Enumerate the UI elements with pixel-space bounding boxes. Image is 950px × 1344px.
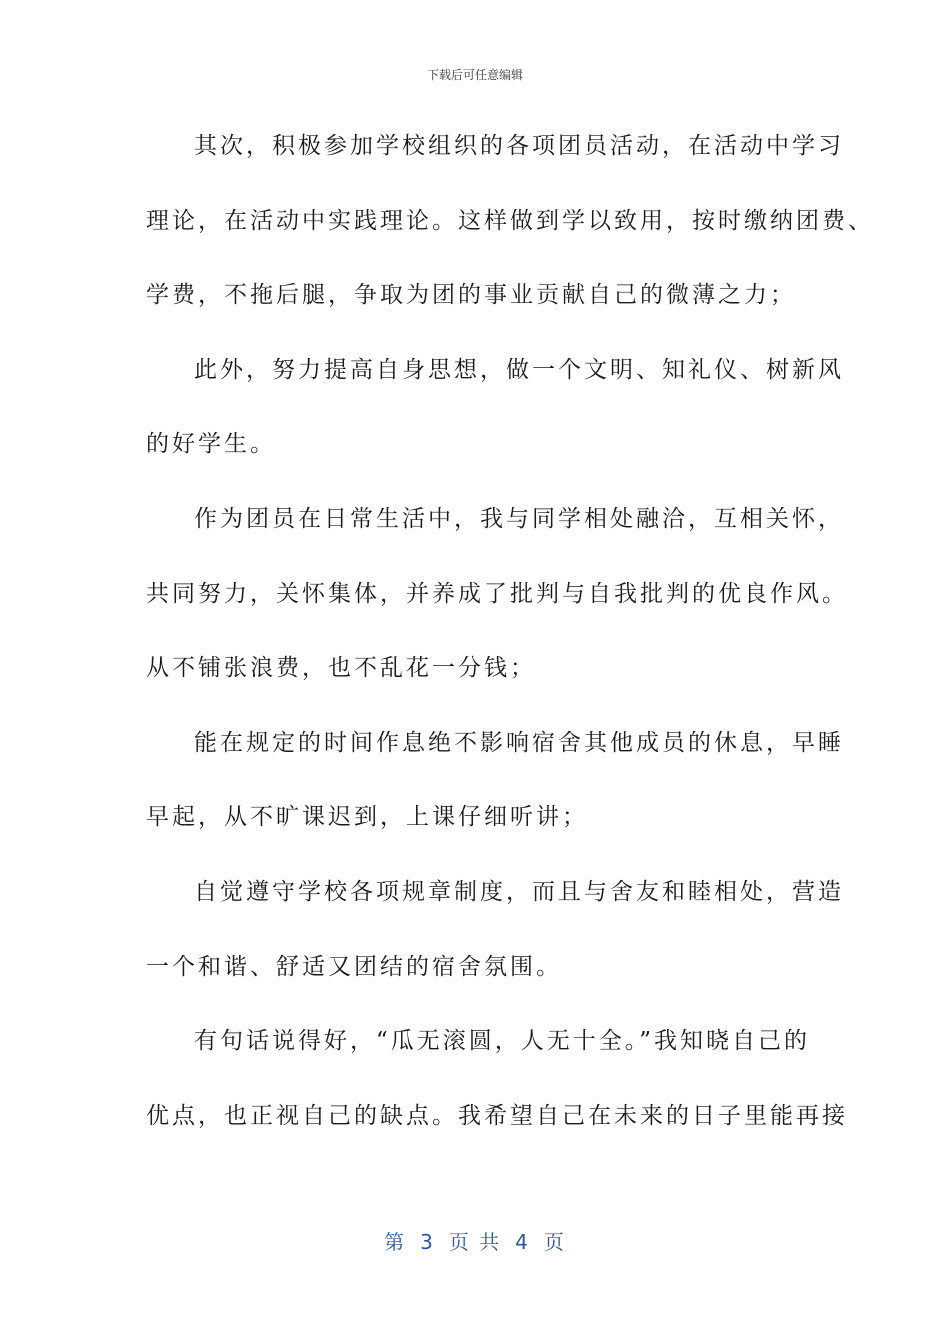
- page-footer: [0, 1226, 950, 1255]
- text-line: 从不铺张浪费，也不乱花一分钱；: [146, 655, 536, 682]
- text-line: 早起，从不旷课迟到，上课仔细听讲；: [146, 804, 588, 831]
- document-body: [146, 128, 874, 1172]
- text-line: 作为团员在日常生活中，我与同学相处融洽，互相关怀，: [194, 505, 844, 532]
- text-line: 其次，积极参加学校组织的各项团员活动，在活动中学习: [194, 133, 844, 159]
- page-header: 下载后可任意编辑: [426, 68, 523, 82]
- total-pages-number: 4: [515, 1230, 530, 1254]
- footer-suffix: 页: [543, 1230, 566, 1254]
- text-line: 此外，努力提高自身思想，做一个文明、知礼仪、树新风: [194, 356, 844, 383]
- text-line: 理论，在活动中实践理论。这样做到学以致用，按时缴纳团费、: [146, 207, 874, 234]
- text-line: 能在规定的时间作息绝不影响宿舍其他成员的休息，早睡: [194, 729, 844, 756]
- text-line: 一个和谐、舒适又团结的宿舍氛围。: [146, 953, 562, 980]
- current-page-number: 3: [420, 1230, 435, 1254]
- footer-prefix: 第: [384, 1230, 407, 1254]
- text-line: 学费，不拖后腿，争取为团的事业贡献自己的微薄之力；: [146, 282, 796, 309]
- text-line: 共同努力，关怀集体，并养成了批判与自我批判的优良作风。: [146, 580, 848, 607]
- footer-middle: 页 共: [448, 1230, 502, 1254]
- text-line: 自觉遵守学校各项规章制度，而且与舍友和睦相处，营造: [194, 878, 844, 905]
- text-line: 有句话说得好，“瓜无滚圆，人无十全。”我知晓自己的: [194, 1028, 811, 1055]
- text-line: 的好学生。: [146, 431, 276, 458]
- text-line: 优点，也正视自己的缺点。我希望自己在未来的日子里能再接: [146, 1102, 848, 1129]
